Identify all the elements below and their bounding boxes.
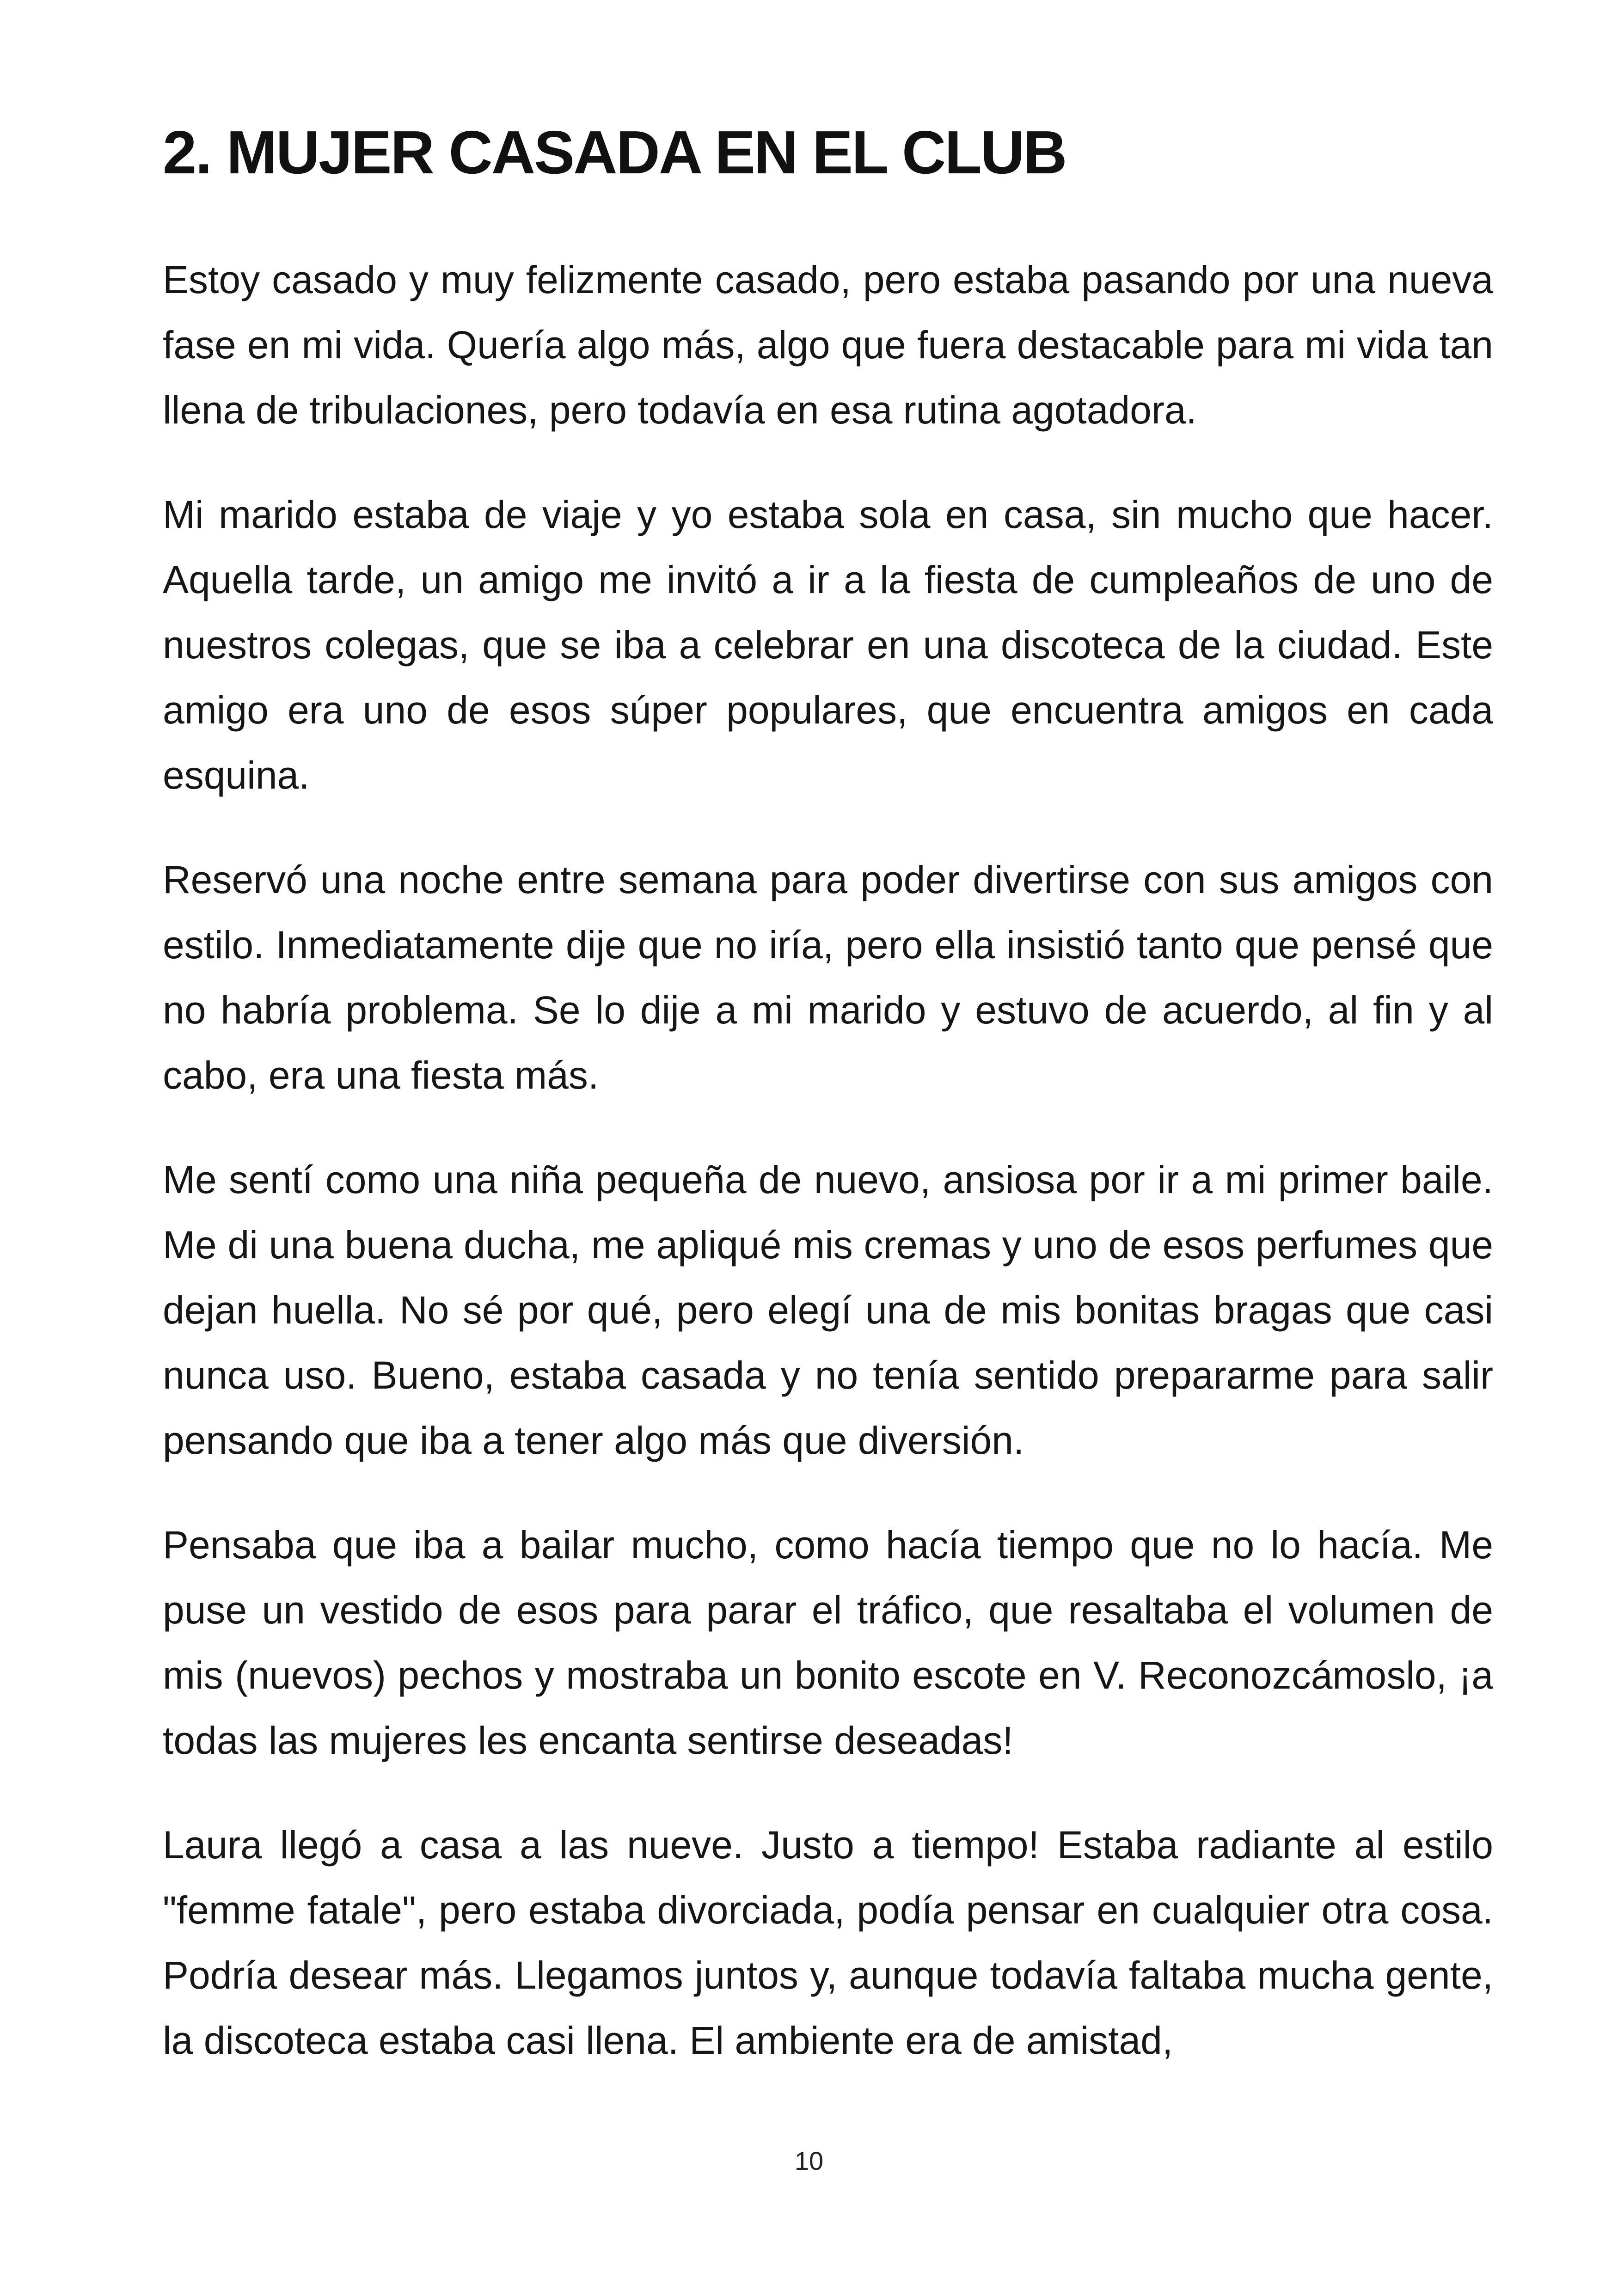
paragraph: Estoy casado y muy felizmente casado, pero estaba pasando por una nueva fase en mi vida. Quería algo más, algo que fuera destacable para mi vida tan llena de tribulaciones, pero todavía en esa rutina agotadora. — [163, 258, 1493, 432]
paragraph: Reservó una noche entre semana para poder divertirse con sus amigos con estilo. Inmediatamente dije que no iría, pero ella insistió tanto que pensé que no habría problema. Se lo dije a mi marido y estuvo de acuerdo, al fin y al cabo, era una fiesta más. — [163, 858, 1493, 1097]
paragraph: Mi marido estaba de viaje y yo estaba sola en casa, sin mucho que hacer. Aquella tarde, un amigo me invitó a ir a la fiesta de cumpleaños de uno de nuestros colegas, que se iba a celebrar en una discoteca de la ciudad. Este amigo era uno de esos súper populares, que encuentra amigos en cada esquina. — [163, 493, 1493, 797]
paragraph: Laura llegó a casa a las nueve. Justo a tiempo! Estaba radiante al estilo "femme fatale", pero estaba divorciada, podía pensar en cualquier otra cosa. Podría desear más. Llegamos juntos y, aunque todavía faltaba mucha gente, la discoteca estaba casi llena. El ambiente era de amistad, — [163, 1823, 1493, 2062]
chapter-title: 2. MUJER CASADA EN EL CLUB — [163, 118, 1066, 186]
paragraph: Me sentí como una niña pequeña de nuevo, ansiosa por ir a mi primer baile. Me di una buena ducha, me apliqué mis cremas y uno de esos perfumes que dejan huella. No sé por qué, pero elegí una de mis bonitas bragas que casi nunca uso. Bueno, estaba casada y no tenía sentido prepararme para salir pensando que iba a tener algo más que diversión. — [163, 1158, 1493, 1462]
paragraph: Pensaba que iba a bailar mucho, como hacía tiempo que no lo hacía. Me puse un vestido de esos para parar el tráfico, que resaltaba el volumen de mis (nuevos) pechos y mostraba un bonito escote en V. Reconozcámoslo, ¡a todas las mujeres les encanta sentirse deseadas! — [163, 1523, 1493, 1762]
chapter-body — [163, 247, 1493, 2112]
page-number: 10 — [794, 2146, 824, 2175]
